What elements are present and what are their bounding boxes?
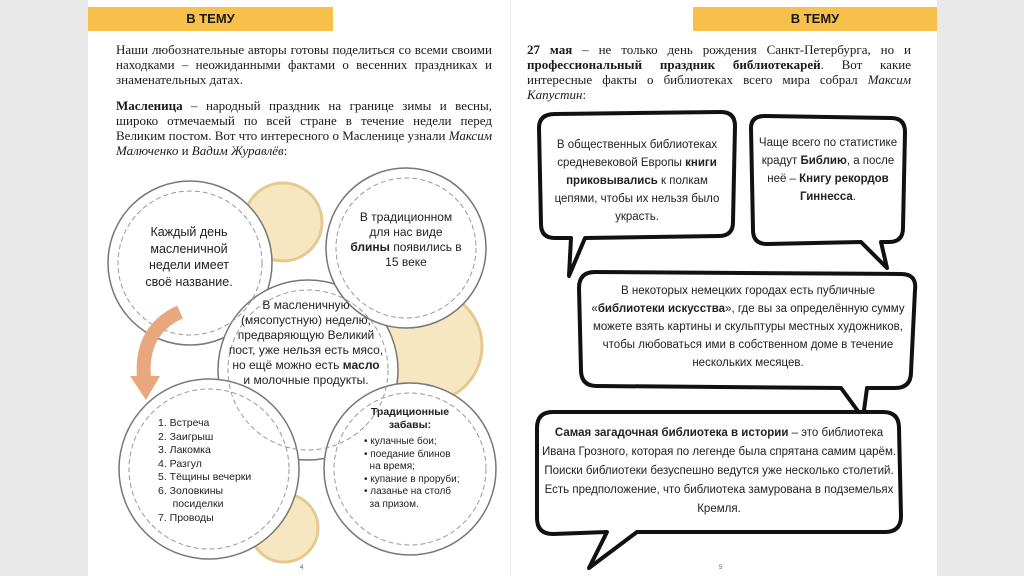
author-name: Вадим Журавлёв [191,143,284,158]
left-intro-paragraph: Наши любознательные авторы готовы поделиться со всеми своими находками – неожиданными фактами о весенних праздниках и знаменательных датах. [116,42,492,87]
list-item: на время; [364,461,415,472]
left-page [88,0,510,576]
page-number: 4 [300,565,304,571]
list-item: 2. Заигрыш [158,430,214,443]
list-item: • лазанье на столб [364,486,452,497]
list-item: • купание в проруби; [364,473,460,485]
list-item: • кулачные бои; [364,436,437,447]
maslenitsa-term: Масленица [116,98,183,113]
circle-lent-fact: В масленичную (мясопустную) неделю, предваряющую Великий пост, уже нельзя есть мясо, но ещё можно есть масло и молочные продукты. [228,298,384,387]
bubble-ivan-library: Самая загадочная библиотека в истории – это библиотека Ивана Грозного, которая по легенде была спрятана самим царём. Поиски библиотеки безуспешно ведутся уже несколько столетий. Есть предположение, что библиотека замурована в подземельях Кремля. [541,427,897,515]
games-list [364,436,464,511]
list-item: • поедание блинов [364,448,451,460]
list-item: 3. Лакомка [158,444,211,456]
right-intro-paragraph: 27 мая – не только день рождения Санкт-Петербурга, но и профессиональный праздник библиотекарей. Вот какие интересные факты о библиотеках всего мира собрал Максим Капустин: [527,42,911,102]
bubble-stolen-books: Чаще всего по статистике крадут Библию, а после неё – Книгу рекордов Гиннесса. [758,137,898,203]
author-name: Максим Капустин [527,72,911,102]
list-item: 6. Золовкины [158,484,224,497]
section-banner-right: В ТЕМУ [693,7,937,31]
section-banner-left: В ТЕМУ [88,7,333,31]
days-list [158,417,268,525]
games-title: Традиционные забавы: [370,406,450,431]
bubble-art-libraries: В некоторых немецких городах есть публичные «библиотеки искусства», где вы за определённую сумму можете взять картины и скульптуры местных художников, чтобы любоваться ими в собственном доме в течение нескольких месяцев. [591,285,905,369]
author-name: Максим Малюченко [116,128,492,158]
maslenitsa-paragraph: Масленица – народный праздник на границе зимы и весны, широко отмечаемый по всей стране в течение недели перед Великим постом. Вот что интересного о Масленице узнали Максим Малюченко и Вадим Журавлёв: [116,98,492,158]
circle-blini-fact: В традиционном для нас виде блины появились в 15 веке [350,210,462,269]
circle-day-names: Каждый день масленичной недели имеет своё название. [145,225,233,289]
list-item: 1. Встреча [158,417,210,429]
bubble-chained-books: В общественных библиотеках средневековой Европы книги приковывались к полкам цепями, чтобы их нельзя было украсть. [554,139,720,223]
page-number: 5 [719,565,723,571]
list-item: 4. Разгул [158,457,202,470]
list-item: посиделки [158,498,224,510]
list-item: за призом. [364,498,419,510]
list-item: 5. Тёщины вечерки [158,471,252,483]
list-item: 7. Проводы [158,511,214,524]
right-page [511,0,937,576]
